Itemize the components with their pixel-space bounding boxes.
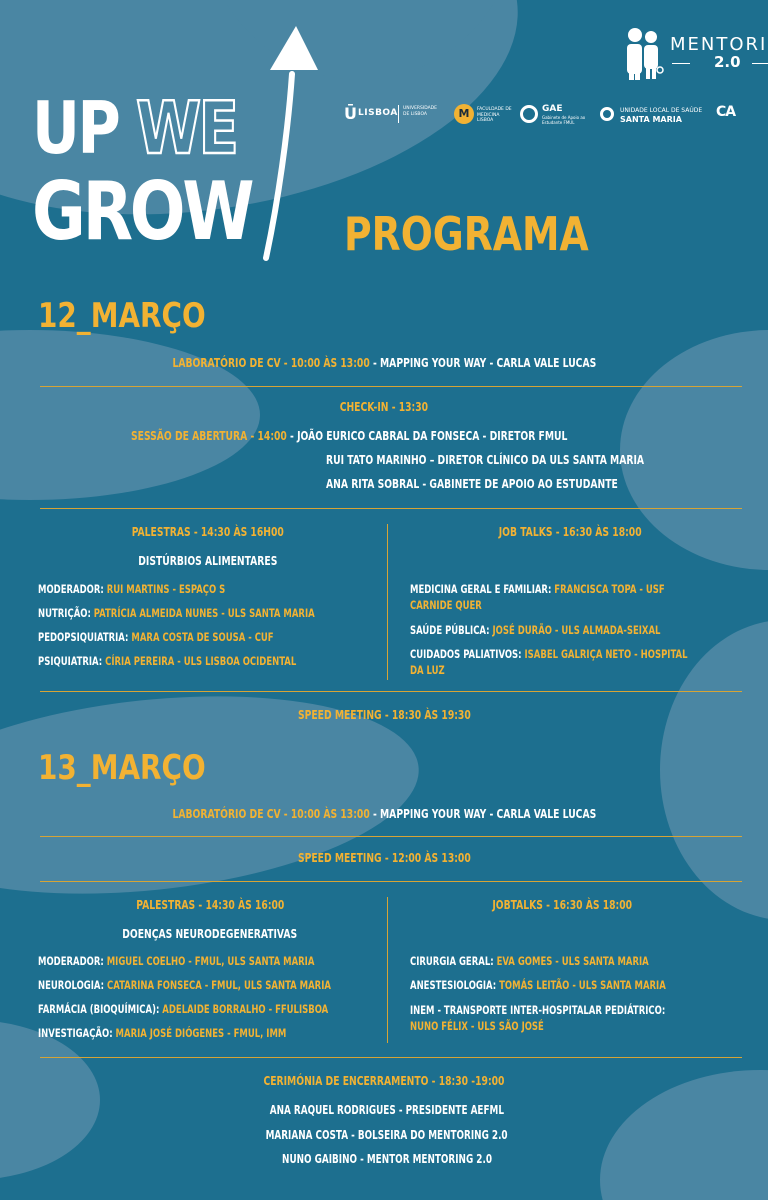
day1-jobtalks-heading: JOB TALKS - 16:30 ÀS 18:00: [498, 524, 642, 539]
day1-job-role: MEDICINA GERAL E FAMILIAR:: [410, 582, 555, 596]
day1-job-name-cont: DA LUZ: [410, 663, 445, 677]
ulisboa-mark-icon: Ū: [344, 104, 357, 123]
day1-opening-label: SESSÃO DE ABERTURA - 14:00: [131, 428, 287, 443]
day1-job-name: ISABEL GALRIÇA NETO - HOSPITAL: [524, 647, 688, 661]
day1-opening-line3: ANA RITA SOBRAL - GABINETE DE APOIO AO ESTUDANTE: [326, 476, 618, 491]
logo-word-up: UP: [32, 86, 119, 170]
day1-talk-role: PEDOPSIQUIATRIA:: [38, 630, 132, 644]
mentoring-logo: [622, 26, 768, 82]
day1-lab-detail: - MAPPING YOUR WAY - CARLA VALE LUCAS: [369, 355, 596, 370]
divider: [40, 1057, 742, 1058]
day2-talks-heading: PALESTRAS - 14:30 ÀS 16:00: [135, 897, 285, 912]
day2-job-name: EVA GOMES - ULS SANTA MARIA: [496, 954, 649, 968]
day1-talk-role: MODERADOR:: [38, 582, 107, 596]
day1-checkin: CHECK-IN - 13:30: [339, 399, 429, 414]
day2-job-role: INEM - TRANSPORTE INTER-HOSPITALAR PEDIÁTRICO:: [410, 1003, 666, 1017]
column-divider: [387, 524, 388, 680]
day2-heading: 13_MARÇO: [38, 748, 206, 788]
day1-talks-topic: DISTÚRBIOS ALIMENTARES: [138, 553, 278, 568]
day2-speed-meeting: SPEED MEETING - 12:00 ÀS 13:00: [297, 850, 471, 865]
day2-talk-role: NEUROLOGIA:: [38, 978, 108, 992]
day2-job-role: ANESTESIOLOGIA:: [410, 978, 500, 992]
day1-talk-role: NUTRIÇÃO:: [38, 606, 94, 620]
divider: [40, 881, 742, 882]
day2-talk-role: INVESTIGAÇÃO:: [38, 1026, 116, 1040]
mentoring-name: MENTORI: [670, 34, 768, 55]
uls-logo-icon: [600, 107, 614, 121]
day2-job-name: NUNO FÉLIX - ULS SÃO JOSÉ: [410, 1019, 544, 1033]
day1-talk-name: PATRÍCIA ALMEIDA NUNES - ULS SANTA MARIA: [93, 606, 315, 620]
page-title: PROGRAMA: [344, 207, 589, 261]
day2-jobtalks-heading: JOBTALKS - 16:30 ÀS 18:00: [492, 897, 632, 912]
logo-uls-sub: UNIDADE LOCAL DE SAÚDE: [620, 107, 703, 114]
logo-uls: SANTA MARIA: [620, 115, 682, 124]
gae-logo-icon: [520, 105, 538, 123]
day1-job-name: FRANCISCA TOPA - USF: [554, 582, 665, 596]
day1-job-name: JOSÉ DURÃO - ULS ALMADA-SEIXAL: [492, 623, 661, 637]
logo-gae-sub: Gabinete de Apoio ao Estudante FMUL: [542, 115, 586, 125]
bg-bubble-right-2: [660, 620, 768, 920]
day1-opening-line1: - JOÃO EURICO CABRAL DA FONSECA - DIRETOR FMUL: [286, 428, 568, 443]
divider: [40, 386, 742, 387]
day1-job-role: CUIDADOS PALIATIVOS:: [410, 647, 525, 661]
day1-talk-name: RUI MARTINS - ESPAÇO S: [106, 582, 226, 596]
arrow-up-icon: [240, 22, 330, 262]
logo-fmul: FACULDADE DE MEDICINA LISBOA: [477, 107, 512, 123]
day1-heading: 12_MARÇO: [38, 296, 206, 336]
day2-talk-name: ADELAIDE BORRALHO - FFULISBOA: [162, 1002, 329, 1016]
fmul-logo-icon: M: [454, 104, 474, 124]
logo-universidade: UNIVERSIDADE DE LISBOA: [403, 106, 437, 117]
day2-talk-name: CATARINA FONSECA - FMUL, ULS SANTA MARIA: [107, 978, 331, 992]
closing-heading: CERIMÓNIA DE ENCERRAMENTO - 18:30 -19:00: [263, 1073, 505, 1088]
day1-talk-name: CÍRIA PEREIRA - ULS LISBOA OCIDENTAL: [105, 654, 297, 668]
closing-speaker: ANA RAQUEL RODRIGUES - PRESIDENTE AEFML: [269, 1103, 505, 1117]
day1-talk-name: MARA COSTA DE SOUSA - CUF: [131, 630, 274, 644]
divider: [40, 508, 742, 509]
day1-job-name-cont: CARNIDE QUER: [410, 598, 482, 612]
day2-job-name: TOMÁS LEITÃO - ULS SANTA MARIA: [499, 978, 666, 992]
day1-talks-heading: PALESTRAS - 14:30 ÀS 16H00: [131, 524, 285, 539]
day2-job-role: CIRURGIA GERAL:: [410, 954, 497, 968]
closing-speaker: MARIANA COSTA - BOLSEIRA DO MENTORING 2.0: [265, 1128, 509, 1142]
day2-talk-name: MIGUEL COELHO - FMUL, ULS SANTA MARIA: [106, 954, 315, 968]
day2-lab-label: LABORATÓRIO DE CV - 10:00 ÀS 13:00: [172, 806, 370, 821]
logo-word-we: WE: [136, 86, 237, 170]
day2-talks-topic: DOENÇAS NEURODEGENERATIVAS: [122, 926, 298, 941]
people-icon: [622, 26, 668, 80]
partner-logos: [344, 102, 768, 130]
day1-speed-meeting: SPEED MEETING - 18:30 ÀS 19:30: [297, 707, 471, 722]
mentoring-version: 2.0: [714, 53, 741, 71]
logo-word-grow: GROW: [32, 165, 252, 258]
day1-job-role: SAÚDE PÚBLICA:: [410, 623, 493, 637]
divider: [40, 691, 742, 692]
day2-talk-name: MARIA JOSÉ DIÓGENES - FMUL, IMM: [115, 1026, 287, 1040]
day2-talk-role: MODERADOR:: [38, 954, 107, 968]
day2-lab-detail: - MAPPING YOUR WAY - CARLA VALE LUCAS: [369, 806, 596, 821]
logo-gae: GAE: [542, 104, 563, 114]
day1-opening-line2: RUI TATO MARINHO – DIRETOR CLÍNICO DA ULS SANTA MARIA: [326, 452, 645, 467]
closing-speaker: NUNO GAIBINO - MENTOR MENTORING 2.0: [282, 1152, 492, 1166]
day1-lab-label: LABORATÓRIO DE CV - 10:00 ÀS 13:00: [172, 355, 370, 370]
column-divider: [387, 897, 388, 1043]
divider: [40, 836, 742, 837]
day1-talk-role: PSIQUIATRIA:: [38, 654, 106, 668]
logo-ca: CA: [716, 104, 736, 120]
logo-lisboa: LISBOA: [358, 108, 398, 118]
day2-talk-role: FARMÁCIA (BIOQUÍMICA):: [38, 1002, 163, 1016]
